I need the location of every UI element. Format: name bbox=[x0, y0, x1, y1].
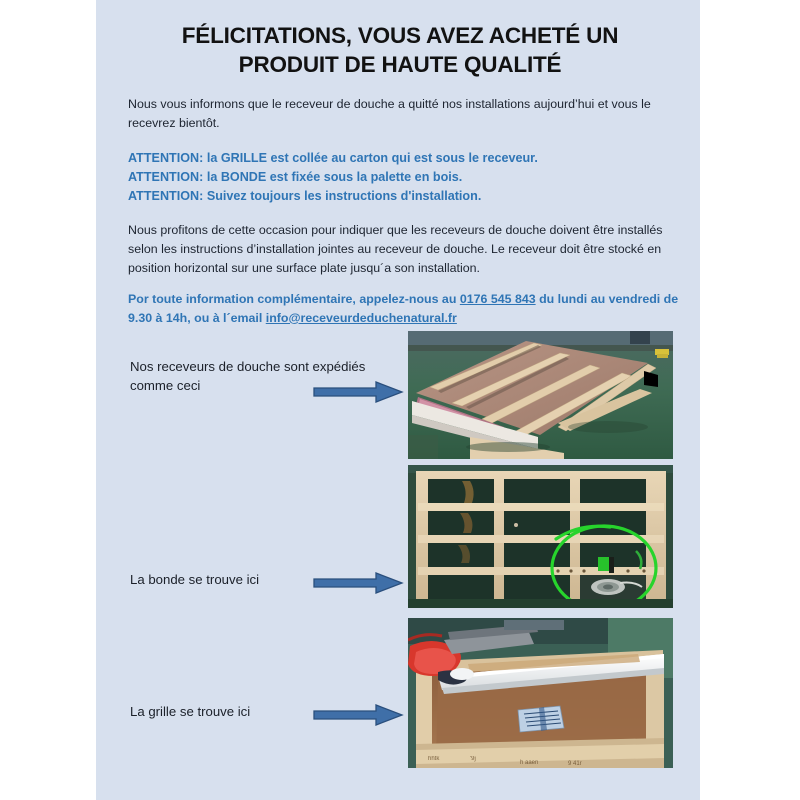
phone-number[interactable]: 0176 545 843 bbox=[459, 292, 536, 306]
figure-caption-1-line-1: Nos receveurs de douche sont expédiés bbox=[130, 359, 366, 374]
right-arrow-icon-1 bbox=[312, 379, 404, 405]
right-arrow-icon-2 bbox=[312, 570, 404, 596]
attention-line-grille: ATTENTION: la GRILLE est collée au carton qui est sous le receveur. bbox=[128, 151, 538, 165]
svg-text:'9j: '9j bbox=[470, 756, 476, 762]
contact-text-before-phone: Por toute information complémentaire, appelez-nous au bbox=[128, 292, 460, 306]
svg-text:hhtk: hhtk bbox=[428, 756, 440, 762]
photo-pallet-with-cardboard-covered-shower-tray bbox=[408, 331, 673, 459]
page-title-line-1: FÉLICITATIONS, VOUS AVEZ ACHETÉ UN bbox=[181, 23, 619, 48]
figure-caption-2-line-1: La bonde se trouve ici bbox=[130, 572, 260, 587]
photo-lifting-tray-revealing-grille-on-cardboard bbox=[408, 618, 673, 768]
installation-paragraph: Nous profitons de cette occasion pour indiquer que les receveurs de douche doivent être installés selon les instructions d’installation jointes au receveur de douche. Le receveur doit être stocké en position horizontal sur une surface plate jusqu´a son installation. bbox=[128, 223, 663, 275]
right-arrow-icon-3 bbox=[312, 702, 404, 728]
email-address[interactable]: info@receveurdeduchenatural.fr bbox=[265, 310, 457, 325]
figure-caption-1-line-2: comme ceci bbox=[130, 377, 201, 393]
page-title-line-2: PRODUIT DE HAUTE QUALITÉ bbox=[238, 51, 562, 77]
attention-block bbox=[128, 149, 684, 206]
svg-text:h aaen: h aaen bbox=[520, 760, 539, 766]
contact-paragraph bbox=[128, 290, 682, 328]
contact-text-after-phone: du lundi au vendredi de 9.30 à 14h, ou à l´email bbox=[128, 292, 679, 325]
attention-line-bonde: ATTENTION: la BONDE est fixée sous la palette en bois. bbox=[128, 169, 463, 184]
attention-line-instructions: ATTENTION: Suivez toujours les instructions d'installation. bbox=[128, 188, 482, 203]
svg-text:9 41r: 9 41r bbox=[568, 761, 582, 767]
intro-paragraph: Nous vous informons que le receveur de douche a quitté nos installations aujourd’hui et vous le recevrez bientôt. bbox=[128, 97, 651, 130]
figure-caption-3-line-1: La grille se trouve ici bbox=[130, 704, 251, 719]
photo-underside-of-wooden-pallet-with-drain-circled bbox=[408, 465, 673, 608]
page-title bbox=[110, 22, 690, 80]
